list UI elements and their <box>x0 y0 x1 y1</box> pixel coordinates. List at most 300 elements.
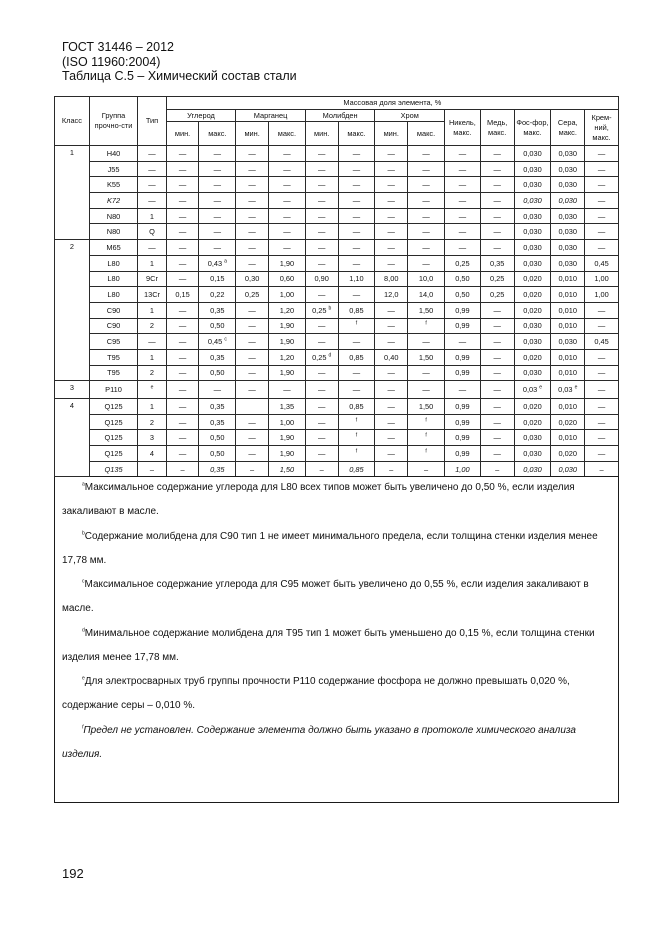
cell-value: — <box>458 385 467 395</box>
cell-value: — <box>213 227 222 237</box>
cell-value: 0,99 <box>455 417 470 427</box>
table-cell <box>89 255 137 271</box>
table-cell <box>375 318 408 334</box>
cell-value: — <box>178 448 187 458</box>
table-cell <box>375 334 408 350</box>
table-cell <box>236 287 269 303</box>
cell-value: 0,030 <box>523 242 542 252</box>
table-cell <box>199 430 236 446</box>
table-cell <box>444 193 480 209</box>
cell-value: 0,90 <box>314 274 329 284</box>
cell-value: 0,25 <box>312 352 327 362</box>
table-cell <box>585 318 619 334</box>
table-cell <box>138 287 166 303</box>
header-copper: Медь, макс. <box>480 110 514 146</box>
footnote <box>62 672 614 721</box>
table-cell <box>585 177 619 193</box>
table-cell <box>138 240 166 256</box>
table-cell <box>166 461 199 477</box>
table-cell <box>89 318 137 334</box>
table-cell <box>305 430 338 446</box>
table-cell <box>305 240 338 256</box>
cell-value: – <box>599 464 604 474</box>
cell-value: — <box>248 417 256 427</box>
footnote-mark: f <box>355 417 358 424</box>
cell-value: — <box>493 195 501 205</box>
table-cell <box>514 365 551 381</box>
table-cell <box>375 399 408 415</box>
table-cell <box>268 430 305 446</box>
table-cell <box>514 302 551 318</box>
cell-value: 1,90 <box>279 337 295 347</box>
table-cell <box>480 193 514 209</box>
table-cell <box>514 399 551 415</box>
table-cell <box>480 240 514 256</box>
cell-value: — <box>422 211 430 221</box>
cell-value: — <box>178 211 187 221</box>
table-cell <box>408 255 445 271</box>
cell-value: — <box>213 164 222 174</box>
cell-value: 1,00 <box>594 290 609 300</box>
footnote <box>62 527 614 576</box>
cell-value: – <box>389 464 394 474</box>
table-cell <box>514 334 551 350</box>
cell-value: — <box>387 337 395 347</box>
footnote-mark: f <box>425 320 427 327</box>
table-cell <box>236 161 269 177</box>
table-cell <box>480 177 514 193</box>
cell-value: 14,0 <box>418 290 434 300</box>
table-cell <box>375 287 408 303</box>
table-cell <box>199 318 236 334</box>
footnote-paragraph <box>62 476 614 524</box>
cell-value: — <box>352 195 361 205</box>
cell-value: 9Cr <box>146 274 158 284</box>
table-cell <box>138 193 166 209</box>
cell-value: 0,35 <box>210 464 225 474</box>
table-cell <box>480 381 514 399</box>
cell-value: — <box>387 242 395 252</box>
table-cell <box>305 349 338 365</box>
table-cell <box>551 193 585 209</box>
cell-value: Q <box>149 227 155 237</box>
cell-value: 0,03 <box>558 385 573 395</box>
table-cell <box>199 461 236 477</box>
cell-value: — <box>458 337 467 347</box>
table-cell <box>444 430 480 446</box>
cell-value: 0,50 <box>210 433 225 443</box>
table-cell <box>375 349 408 365</box>
header-nickel: Никель, макс. <box>444 110 480 146</box>
table-cell <box>585 349 619 365</box>
cell-value: — <box>493 448 501 458</box>
table-cell <box>236 365 269 381</box>
cell-value: — <box>178 352 187 362</box>
cell-value: — <box>352 227 361 237</box>
footnote-paragraph <box>62 622 614 670</box>
table-cell <box>408 240 445 256</box>
cell-value: — <box>352 368 361 378</box>
cell-value: — <box>248 337 256 347</box>
cell-value: 0,99 <box>455 368 470 378</box>
cell-value: — <box>387 368 395 378</box>
table-cell <box>408 177 445 193</box>
footnote-paragraph <box>62 670 614 718</box>
table-cell <box>199 414 236 430</box>
table-cell <box>514 430 551 446</box>
table-row <box>55 318 619 334</box>
table-cell <box>514 193 551 209</box>
table-row <box>55 461 619 477</box>
table-cell <box>268 161 305 177</box>
cell-value: 0,020 <box>558 417 578 427</box>
table-cell <box>408 349 445 365</box>
table-cell <box>375 430 408 446</box>
iso-reference: (ISO 11960:2004) <box>62 54 161 69</box>
cell-value: — <box>283 211 291 221</box>
table-cell <box>199 208 236 224</box>
cell-value: — <box>458 148 467 158</box>
cell-value: — <box>248 148 256 158</box>
cell-value: 0,03 <box>522 385 538 395</box>
cell-value: 1,50 <box>418 305 434 315</box>
table-row <box>55 224 619 240</box>
cell-value: — <box>317 321 326 331</box>
cell-value: — <box>597 180 606 190</box>
cell-value: — <box>283 164 291 174</box>
header-min: мин. <box>375 122 408 146</box>
table-cell <box>480 349 514 365</box>
table-row <box>55 302 619 318</box>
table-cell <box>338 240 375 256</box>
table-cell <box>89 430 137 446</box>
table-cell <box>375 177 408 193</box>
table-cell <box>236 208 269 224</box>
cell-value: — <box>317 448 326 458</box>
table-cell <box>480 287 514 303</box>
table-cell <box>444 414 480 430</box>
table-cell <box>514 287 551 303</box>
cell-value: 1,10 <box>349 274 364 284</box>
table-cell <box>305 177 338 193</box>
table-cell <box>338 461 375 477</box>
table-cell <box>408 193 445 209</box>
table-cell <box>199 224 236 240</box>
table-cell <box>480 224 514 240</box>
cell-value: 0,010 <box>558 290 578 300</box>
header-strength-group: Группа прочно-сти <box>89 97 137 146</box>
cell-value: — <box>597 211 606 221</box>
table-cell <box>89 302 137 318</box>
cell-value: — <box>387 211 395 221</box>
table-cell <box>89 365 137 381</box>
cell-value: — <box>458 211 467 221</box>
cell-value: — <box>493 164 501 174</box>
cell-value: 1,50 <box>418 352 434 362</box>
table-cell <box>236 349 269 365</box>
cell-value: — <box>597 227 606 237</box>
cell-value: 1,00 <box>279 417 295 427</box>
table-cell <box>551 271 585 287</box>
table-cell <box>338 399 375 415</box>
cell-value: – <box>250 464 255 474</box>
table-cell <box>375 365 408 381</box>
cell-value: – <box>423 464 429 474</box>
cell-value: — <box>178 242 187 252</box>
cell-value: 1,00 <box>455 464 470 474</box>
cell-value: 0,010 <box>558 368 578 378</box>
table-cell <box>480 430 514 446</box>
cell-value: — <box>317 401 326 411</box>
cell-value: — <box>493 180 501 190</box>
table-cell <box>444 381 480 399</box>
table-cell <box>444 255 480 271</box>
table-cell <box>166 430 199 446</box>
cell-value: — <box>178 195 187 205</box>
cell-value: — <box>387 417 395 427</box>
cell-value: — <box>458 195 467 205</box>
table-cell <box>338 302 375 318</box>
table-cell <box>444 446 480 462</box>
table-cell <box>585 399 619 415</box>
cell-value: 0,60 <box>279 274 295 284</box>
table-cell <box>89 349 137 365</box>
header-min: мин. <box>305 122 338 146</box>
cell-value: 1,90 <box>279 368 295 378</box>
table-cell <box>408 334 445 350</box>
cell-value: 0,030 <box>558 464 578 474</box>
table-cell <box>338 161 375 177</box>
table-cell <box>199 365 236 381</box>
cell-value: — <box>178 385 187 395</box>
cell-value: — <box>352 385 361 395</box>
cell-value: — <box>148 242 156 252</box>
table-cell <box>375 271 408 287</box>
cell-value: — <box>493 305 501 315</box>
table-cell <box>236 224 269 240</box>
table-cell <box>375 193 408 209</box>
table-cell <box>408 461 445 477</box>
cell-value: 0,030 <box>523 448 542 458</box>
table-row <box>55 334 619 350</box>
cell-value: — <box>248 180 256 190</box>
table-cell <box>375 255 408 271</box>
table-cell <box>480 365 514 381</box>
cell-value: 1,90 <box>279 433 295 443</box>
table-cell <box>585 208 619 224</box>
table-cell <box>166 224 199 240</box>
table-cell <box>89 224 137 240</box>
table-cell <box>444 224 480 240</box>
cell-value: 1,35 <box>279 401 295 411</box>
table-notes <box>62 478 614 769</box>
table-cell <box>585 365 619 381</box>
header-type: Тип <box>138 97 166 146</box>
cell-value: — <box>213 148 222 158</box>
header-silicon: Крем-ний, макс. <box>585 110 619 146</box>
cell-value: 0,50 <box>210 448 225 458</box>
table-cell <box>199 271 236 287</box>
table-row <box>55 287 619 303</box>
table-cell <box>514 461 551 477</box>
table-cell <box>480 399 514 415</box>
cell-value: 0,85 <box>349 305 364 315</box>
table-cell <box>480 461 514 477</box>
cell-value: 2 <box>149 417 155 427</box>
class-cell: 3 <box>55 381 90 399</box>
table-cell <box>408 318 445 334</box>
table-cell <box>268 302 305 318</box>
cell-value: — <box>597 448 606 458</box>
table-cell <box>236 381 269 399</box>
cell-value: 0,030 <box>523 337 542 347</box>
cell-value: — <box>422 180 430 190</box>
table-cell <box>138 208 166 224</box>
cell-value: — <box>317 368 326 378</box>
table-cell <box>375 381 408 399</box>
table-cell <box>166 334 199 350</box>
cell-value: M65 <box>106 242 121 252</box>
table-cell <box>375 161 408 177</box>
cell-value: — <box>148 337 156 347</box>
cell-value: 0,85 <box>349 401 364 411</box>
table-cell <box>138 146 166 162</box>
cell-value: — <box>317 164 326 174</box>
cell-value: — <box>283 195 291 205</box>
cell-value: — <box>493 368 501 378</box>
cell-value: — <box>422 385 430 395</box>
footnote <box>62 478 614 527</box>
cell-value: — <box>352 148 361 158</box>
table-cell <box>305 271 338 287</box>
cell-value: — <box>493 337 501 347</box>
cell-value: — <box>248 385 256 395</box>
footnote-text: Предел не установлен. Содержание элемента должно быть указано в протоколе химического анализа изделия. <box>62 724 576 760</box>
cell-value: — <box>422 258 430 268</box>
cell-value: — <box>178 180 187 190</box>
table-cell <box>268 365 305 381</box>
table-row <box>55 446 619 462</box>
footnote-text: Максимальное содержание углерода для L80 всех типов может быть увеличено до 0,50 %, если изделия закаливают в масле. <box>62 482 575 517</box>
cell-value: — <box>458 164 467 174</box>
table-cell <box>89 381 137 399</box>
cell-value: — <box>597 385 606 395</box>
cell-value: — <box>352 242 361 252</box>
table-cell <box>199 146 236 162</box>
cell-value: 4 <box>149 448 155 458</box>
table-cell <box>551 334 585 350</box>
table-cell <box>138 177 166 193</box>
cell-value: — <box>422 368 430 378</box>
table-row <box>55 193 619 209</box>
class-cell: 4 <box>55 399 90 477</box>
table-cell <box>166 208 199 224</box>
cell-value: K55 <box>106 180 121 190</box>
table-cell <box>551 161 585 177</box>
table-cell <box>166 365 199 381</box>
table-cell <box>514 349 551 365</box>
table-cell <box>338 208 375 224</box>
cell-value: — <box>317 211 326 221</box>
cell-value: 0,010 <box>558 274 578 284</box>
cell-value: — <box>178 148 187 158</box>
table-cell <box>305 302 338 318</box>
cell-value: — <box>178 401 187 411</box>
table-cell <box>236 146 269 162</box>
table-cell <box>514 446 551 462</box>
table-cell <box>236 240 269 256</box>
cell-value: — <box>317 417 326 427</box>
cell-value: — <box>493 417 501 427</box>
footnote-mark: a <box>82 481 85 488</box>
table-cell <box>338 224 375 240</box>
header-max: макс. <box>199 122 236 146</box>
table-cell <box>585 193 619 209</box>
cell-value: 2 <box>149 368 155 378</box>
cell-value: — <box>213 211 222 221</box>
table-cell <box>236 318 269 334</box>
table-cell <box>375 461 408 477</box>
table-cell <box>166 446 199 462</box>
footnote-text: Содержание молибдена для С90 тип 1 не имеет минимального предела, если толщина стенки изделия менее 17,78 мм. <box>62 530 598 566</box>
cell-value: — <box>493 352 501 362</box>
cell-value: — <box>248 242 256 252</box>
cell-value: 0,85 <box>349 352 364 362</box>
cell-value: 0,99 <box>455 401 470 411</box>
table-cell <box>444 161 480 177</box>
header-phosphorus: Фос-фор, макс. <box>514 110 551 146</box>
table-cell <box>514 177 551 193</box>
cell-value: 0,030 <box>558 211 578 221</box>
table-cell <box>585 461 619 477</box>
table-cell <box>408 446 445 462</box>
table-cell <box>89 208 137 224</box>
cell-value: J55 <box>107 164 120 174</box>
table-cell <box>305 287 338 303</box>
table-cell <box>305 318 338 334</box>
header-max: макс. <box>268 122 305 146</box>
cell-value: 1 <box>149 352 155 362</box>
cell-value: 0,43 <box>207 258 223 268</box>
table-cell <box>444 177 480 193</box>
table-cell <box>514 161 551 177</box>
cell-value: — <box>352 258 361 268</box>
table-cell <box>89 240 137 256</box>
cell-value: — <box>178 321 187 331</box>
cell-value: — <box>248 258 256 268</box>
table-cell <box>199 446 236 462</box>
table-cell <box>268 208 305 224</box>
table-row <box>55 349 619 365</box>
table-cell <box>551 318 585 334</box>
header-chromium: Хром <box>375 110 445 122</box>
cell-value: 0,45 <box>207 337 223 347</box>
table-cell <box>89 334 137 350</box>
table-cell <box>268 446 305 462</box>
cell-value: 0,030 <box>523 180 542 190</box>
class-cell: 2 <box>55 240 90 381</box>
table-cell <box>480 146 514 162</box>
cell-value: — <box>387 401 395 411</box>
cell-value: 0,030 <box>558 148 578 158</box>
cell-value: — <box>178 433 187 443</box>
table-cell <box>305 255 338 271</box>
table-cell <box>236 177 269 193</box>
table-cell <box>268 177 305 193</box>
cell-value: 0,030 <box>523 321 542 331</box>
table-cell <box>338 414 375 430</box>
cell-value: — <box>317 433 326 443</box>
